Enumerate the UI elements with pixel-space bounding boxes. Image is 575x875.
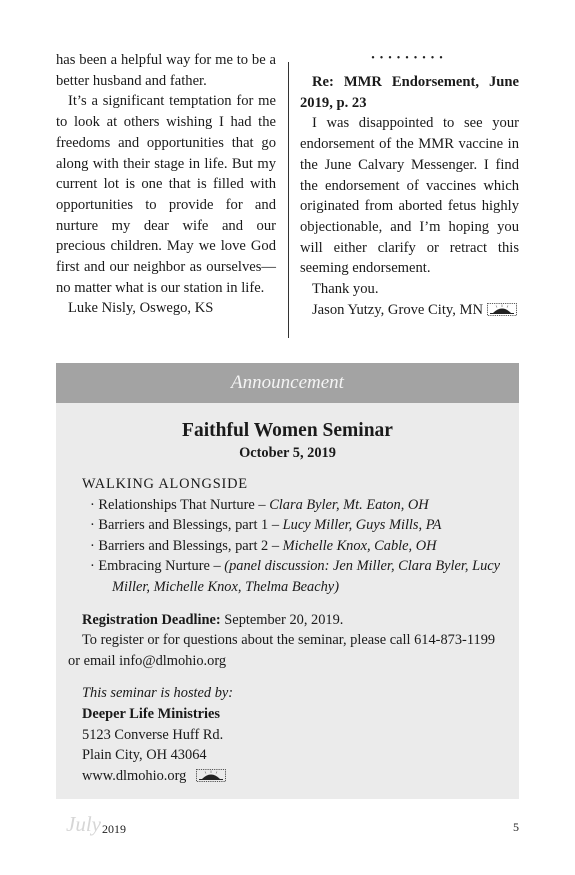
session-topic: · Relationships That Nurture – <box>90 496 270 513</box>
session-topic: · Embracing Nurture – <box>90 558 225 575</box>
host-block <box>56 683 519 786</box>
registration-email: or email info@dlmohio.org <box>68 652 227 669</box>
seminar-title: Faithful Women Seminar <box>182 420 393 441</box>
session-speaker: (panel discussion: Jen Miller, Clara Byler, Lucy Miller, Michelle Knox, Thelma Beachy) <box>112 558 501 595</box>
letter-paragraph: It’s a significant temptation for me to look at others wishing I had the freedoms and opportunities that go along with their stage in life. But my current lot is one that is filled with opportunities to provide for and nurture my dear wife and our precious children. May we love God first and our neighbor as ourselves—no matter what is our station in life. <box>56 93 276 296</box>
letter-headline: Re: MMR Endorsement, June 2019, p. 23 <box>300 74 519 111</box>
letter-signature: Jason Yutzy, Grove City, MN <box>312 301 484 318</box>
host-website-line <box>82 766 519 787</box>
session-item <box>56 495 519 516</box>
letter-closing: Thank you. <box>312 281 379 298</box>
footer-month: July <box>66 812 101 836</box>
sunrise-stamp-icon <box>196 769 226 782</box>
session-topic: · Barriers and Blessings, part 2 – <box>90 537 283 554</box>
announcement-banner: Announcement <box>56 363 519 403</box>
registration-deadline <box>56 610 519 631</box>
right-letter-column <box>300 50 519 320</box>
host-website: www.dlmohio.org <box>82 767 187 784</box>
letter-paragraph: has been a helpful way for me to be a better husband and father. <box>56 52 276 89</box>
letter-signature: Luke Nisly, Oswego, KS <box>68 300 214 317</box>
announcement-body <box>56 419 519 786</box>
section-separator-dots: ••••••••• <box>371 53 448 64</box>
session-list <box>56 495 519 598</box>
sunrise-stamp-icon <box>487 303 517 316</box>
seminar-date: October 5, 2019 <box>239 445 336 461</box>
hosted-by-label <box>82 683 519 704</box>
seminar-theme: WALKING ALONGSIDE <box>82 476 248 492</box>
hosted-by-text: This seminar is hosted by: <box>82 685 234 702</box>
registration-info: To register or for questions about the seminar, please call 614-873-1199 <box>82 632 496 649</box>
column-divider <box>288 62 289 338</box>
session-item <box>56 515 519 536</box>
page-footer <box>66 812 521 842</box>
letter-signature-line <box>300 300 519 321</box>
deadline-value: September 20, 2019. <box>220 611 344 628</box>
host-address-line2: Plain City, OH 43064 <box>82 747 207 764</box>
session-speaker: Clara Byler, Mt. Eaton, OH <box>269 496 429 513</box>
session-item <box>56 536 519 557</box>
footer-year: 2019 <box>102 822 126 836</box>
page-number: 5 <box>513 820 519 834</box>
host-name-text: Deeper Life Ministries <box>82 705 221 722</box>
session-speaker: Michelle Knox, Cable, OH <box>282 537 437 554</box>
session-item <box>56 556 519 597</box>
host-address-line1: 5123 Converse Huff Rd. <box>82 726 224 743</box>
letter-paragraph: I was disappointed to see your endorsement of the MMR vaccine in the June Calvary Messenger. I find the endorsement of vaccines which originated from aborted fetus highly objectionable, and I’m hoping you will either clarify or retract this seeming endorsement. <box>300 115 519 277</box>
session-topic: · Barriers and Blessings, part 1 – <box>90 517 283 534</box>
deadline-label: Registration Deadline: <box>82 611 221 628</box>
announcement-panel <box>56 363 519 799</box>
host-name <box>82 704 519 725</box>
left-letter-column <box>56 50 276 319</box>
session-speaker: Lucy Miller, Guys Mills, PA <box>282 517 442 534</box>
